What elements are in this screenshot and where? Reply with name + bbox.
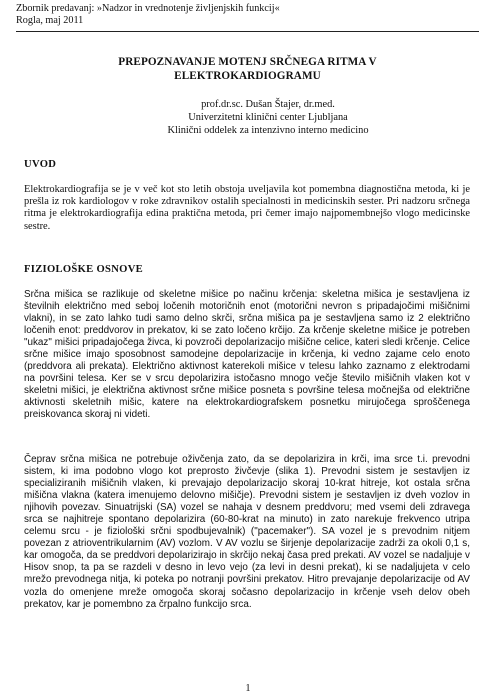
section-heading-intro: UVOD [24, 159, 57, 170]
intro-paragraph: Elektrokardiografija se je v več kot sto letih obstoja uveljavila kot pomembna diagnostična metoda, ki je prešla iz rok kardiologov v roke zdravnikov ostalih specialnosti in medicinskih sester. Pri nadzoru srčnega ritma je elektrokardiografija edina praktična metoda, pri čemer imajo najpomembnejšo vlogo medicinske sestre. [24, 184, 470, 232]
author-block [118, 98, 418, 137]
physiology-paragraph-2: Čeprav srčna mišica ne potrebuje oživčenja zato, da se depolarizira in krči, ima srce t.i. prevodni sistem, ki ima podobno vlogo kot preprosto živčevje (slika 1). Prevodni sistem je sestavljen iz specializiranih mišičnih vlaken, ki prevajajo depolarizacijo skoraj 10-krat hitreje, kot ostala srčna mišična vlakna (katera imenujemo delovno mišičje). Prevodni sistem je sestavljen iz dveh vozlov in njihovih povezav. Sinuatrijski (SA) vozel se nahaja v desnem preddvoru; med vsemi deli zdravega srca se najhitreje spontano depolarizira (60-80-krat na minuto) in zato narekuje frekvenco utripa celemu srcu - je fiziološki srčni spodbujevalnik) ("pacemaker"). SA vozel je s prevodnim nitjem povezan z atrioventrikularnim (AV) vozlom. V AV vozlu se širjenje depolarizacije zadrži za okoli 0,1 s, kar omogoča, da se preddvori depolarizirajo in skrčijo nekaj časa pred prekati. AV vozel se nadaljuje v Hisov snop, ta pa se razdeli v desno in levo vejo (za levi in desni prekat), ki se nadaljujeta v celo mrežo prevodnega nitja, ki poteka po notranji površini prekatov. Hitro prevajanje depolarizacije od AV vozla do omenjene mreže omogoča skoraj sočasno depolarizacijo in krčenje vseh delov obeh prekatov, kar je pomembno za črpalno funkcijo srca. [24, 454, 470, 610]
header-divider [16, 31, 479, 32]
page-number: 1 [245, 683, 251, 694]
author-department: Klinični oddelek za intenzivno interno medicino [167, 125, 369, 136]
physiology-paragraph-1: Srčna mišica se razlikuje od skeletne mišice po načinu krčenja: skeletna mišica je sestavljena iz številnih električno med seboj ločenih motoričnih enot (motorični nevron s pripadajočimi mišičnimi vlakni), in se zato lahko tudi samo delno skrči, srčna mišica pa je sestavljena samo iz 2 električno ločenih enot: preddvorov in prekatov, ki se zato ločeno krčijo. Za krčenje skeletne mišice je potreben "ukaz" mišici pripadajočega živca, ki povzroči depolarizacijo mišične celice, kateri sledi krčenje. Celice srčne mišice imajo sposobnost samodejne depolarizacije in krčenja, ki vedno zajame celo enoto (preddvora ali prekata). Električno aktivnost katerekoli mišice v telesu lahko zaznamo z elektrodami na površini telesa. Ker se v srcu depolarizira istočasno mnogo večje število mišičnih vlaken kot v skeletni mišici, je električna aktivnost srčne mišice posneta s površine telesa močnejša od električne aktivnosti skeletnih mišic, katere na elektrokardiografskem posnetku mirujočega sproščenega preiskovanca skoraj ni videti. [24, 289, 470, 421]
proceedings-title: Zbornik predavanj: »Nadzor in vrednotenje življenjskih funkcij« [16, 3, 280, 14]
article-title [60, 55, 435, 83]
author-institution: Univerzitetni klinični center Ljubljana [188, 112, 348, 123]
running-header [16, 3, 346, 27]
article-title-line-1: PREPOZNAVANJE MOTENJ SRČNEGA RITMA V [118, 56, 377, 68]
author-name: prof.dr.sc. Dušan Štajer, dr.med. [201, 99, 335, 110]
proceedings-venue: Rogla, maj 2011 [16, 15, 84, 26]
article-title-line-2: ELEKTROKARDIOGRAMU [174, 70, 321, 82]
section-heading-physiology: FIZIOLOŠKE OSNOVE [24, 264, 144, 275]
